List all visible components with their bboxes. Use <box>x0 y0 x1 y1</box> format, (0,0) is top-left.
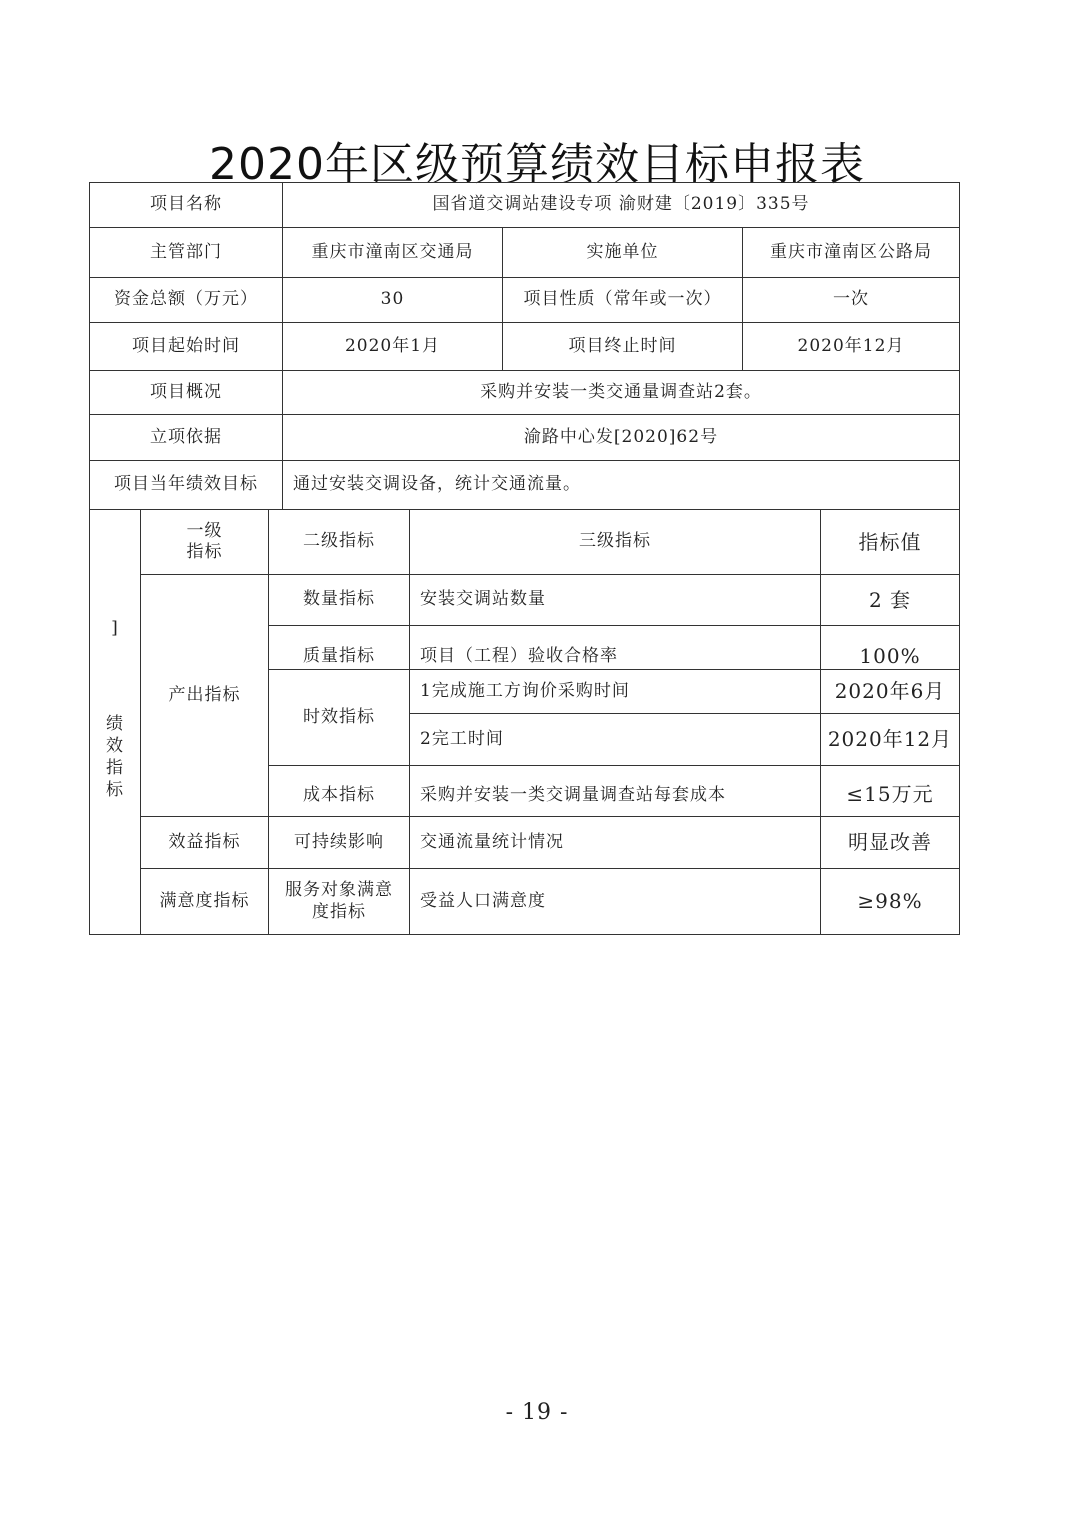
level3-completion-time: 2完工时间 <box>409 713 821 766</box>
dept-label: 主管部门 <box>89 227 283 278</box>
header-level1-text: 一级指标 <box>186 520 223 562</box>
level3-quantity: 安装交调站数量 <box>409 574 821 626</box>
nature-value: 一次 <box>742 277 960 323</box>
overview-value: 采购并安装一类交通量调查站2套。 <box>282 370 960 415</box>
level2-sustainability: 可持续影响 <box>268 816 410 869</box>
end-value: 2020年12月 <box>742 322 960 371</box>
page-title: 2020年区级预算绩效目标申报表 <box>209 139 865 190</box>
level2-satisfaction: 服务对象满意度指标 <box>268 868 410 935</box>
project-name-value: 国省道交调站建设专项 渝财建〔2019〕335号 <box>282 182 960 228</box>
nature-label: 项目性质（常年或一次） <box>502 277 743 323</box>
header-level2: 二级指标 <box>268 509 410 575</box>
level3-quality: 项目（工程）验收合格率 <box>409 625 821 670</box>
overview-label: 项目概况 <box>89 370 283 415</box>
basis-value: 渝路中心发[2020]62号 <box>282 414 960 461</box>
value-sustainability: 明显改善 <box>820 816 960 869</box>
benefit-indicator: 效益指标 <box>140 816 269 869</box>
value-satisfaction: ≥98% <box>820 868 960 935</box>
satisfaction-indicator: 满意度指标 <box>140 868 269 935</box>
dept-value: 重庆市潼南区交通局 <box>282 227 503 278</box>
value-quality: 100% <box>820 625 960 670</box>
impl-label: 实施单位 <box>502 227 743 278</box>
start-value: 2020年1月 <box>282 322 503 371</box>
header-level3: 三级指标 <box>409 509 821 575</box>
goal-label: 项目当年绩效目标 <box>89 460 283 510</box>
impl-value: 重庆市潼南区公路局 <box>742 227 960 278</box>
header-level1 <box>140 509 269 575</box>
value-cost: ≤15万元 <box>820 765 960 817</box>
level2-quantity: 数量指标 <box>268 574 410 626</box>
perf-section-label <box>89 509 141 935</box>
level3-procurement-time: 1完成施工方询价采购时间 <box>409 669 821 714</box>
section-mark: ] <box>111 618 119 638</box>
section-label-text: 绩效指标 <box>106 714 124 801</box>
level3-satisfaction: 受益人口满意度 <box>409 868 821 935</box>
level2-quality: 质量指标 <box>268 625 410 670</box>
level3-cost: 采购并安装一类交调量调查站每套成本 <box>409 765 821 817</box>
level2-cost: 成本指标 <box>268 765 410 817</box>
fund-value: 30 <box>282 277 503 323</box>
level3-sustainability: 交通流量统计情况 <box>409 816 821 869</box>
fund-label: 资金总额（万元） <box>89 277 283 323</box>
level2-timeliness: 时效指标 <box>268 669 410 766</box>
value-quantity: 2 套 <box>820 574 960 626</box>
basis-label: 立项依据 <box>89 414 283 461</box>
value-completion-time: 2020年12月 <box>820 713 960 766</box>
goal-value: 通过安装交调设备，统计交通流量。 <box>282 460 960 510</box>
output-indicator: 产出指标 <box>140 574 269 817</box>
page-number: - 19 - <box>505 1400 569 1425</box>
value-procurement-time: 2020年6月 <box>820 669 960 714</box>
end-label: 项目终止时间 <box>502 322 743 371</box>
header-value: 指标值 <box>820 509 960 575</box>
project-name-label: 项目名称 <box>89 182 283 228</box>
start-label: 项目起始时间 <box>89 322 283 371</box>
